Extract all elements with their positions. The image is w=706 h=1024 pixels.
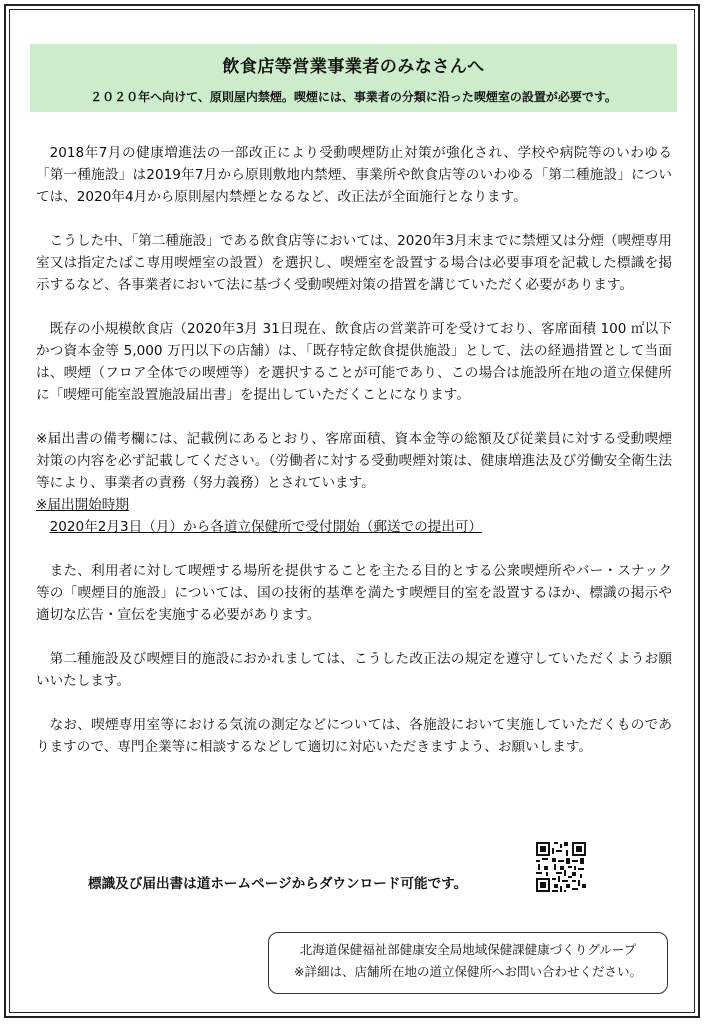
page-title: 飲食店等営業事業者のみなさんへ xyxy=(222,57,485,77)
paragraph-second-class-facilities: こうした中、「第二種施設」である飲食店等においては、2020年3月末までに禁煙又は分煙（喫煙専用室又は指定たばこ専用喫煙室の設置）を選択し、喫煙室を設置する場合は必要事項を記載した標識を掲示するなど、各事業者において法に基づく受動喫煙対策の措置を講じていただく必要があります。 xyxy=(36,233,672,293)
paragraph-notification-note: ※届出書の備考欄には、記載例にあるとおり、客席面積、資本金等の総額及び従業員に対する受動喫煙対策の内容を必ず記載してください。（労働者に対する受動喫煙対策は、健康増進法及び労働安全衛生法等により、事業者の責務（努力義務）とされています。 xyxy=(36,431,672,491)
contact-note: ※詳細は、店舗所在地の道立保健所へお問い合わせください。 xyxy=(294,964,642,979)
download-notice: 標識及び届出書は道ホームページからダウンロード可能です。 xyxy=(88,876,468,892)
notice-body xyxy=(36,142,672,780)
paragraph-law-revision: 2018年7月の健康増進法の一部改正により受動喫煙防止対策が強化され、学校や病院等のいわゆる「第一種施設」は2019年7月から原則敷地内禁煙、事業所や飲食店等のいわゆる「第二種施設」については、2020年4月から原則屋内禁煙となるなど、改正法が全面施行となります。 xyxy=(36,145,672,205)
paragraph-compliance-request: 第二種施設及び喫煙目的施設におかれましては、こうした改正法の規定を遵守していただくようお願いいたします。 xyxy=(36,651,672,689)
header-banner xyxy=(30,44,677,112)
schedule-label: ※届出開始時期 xyxy=(36,497,129,513)
paragraph-small-restaurants: 既存の小規模飲食店（2020年3月 31日現在、飲食店の営業許可を受けており、客席面積 100 ㎡以下かつ資本金等 5,000 万円以下の店舗）は、「既存特定飲食提供施設」として、法の経過措置として当面は、喫煙（フロア全体での喫煙等）を選択することが可能であり、この場合は施設所在地の道立保健所に「喫煙可能室設置施設届出書」を提出していただくことになります。 xyxy=(36,321,672,403)
page-subtitle: ２０２０年へ向けて、原則屋内禁煙。喫煙には、事業者の分類に沿った喫煙室の設置が必要です。 xyxy=(90,90,617,104)
paragraph-smoking-purpose-facilities: また、利用者に対して喫煙する場所を提供することを主たる目的とする公衆喫煙所やバー・スナック等の「喫煙目的施設」については、国の技術的基準を満たす喫煙目的室を設置するほか、標識の掲示や適切な広告・宣伝を実施する必要があります。 xyxy=(36,563,672,623)
contact-organization: 北海道保健福祉部健康安全局地域保健課健康づくりグループ xyxy=(299,942,637,957)
qr-code-icon[interactable] xyxy=(536,842,586,892)
contact-box xyxy=(268,932,668,994)
schedule-value: 2020年2月3日（月）から各道立保健所で受付開始（郵送での提出可） xyxy=(49,519,483,535)
paragraph-airflow-measurement: なお、喫煙専用室等における気流の測定などについては、各施設において実施していただくものでありますので、専門企業等に相談するなどして適切に対応いただきますよう、お願いします。 xyxy=(36,717,672,755)
